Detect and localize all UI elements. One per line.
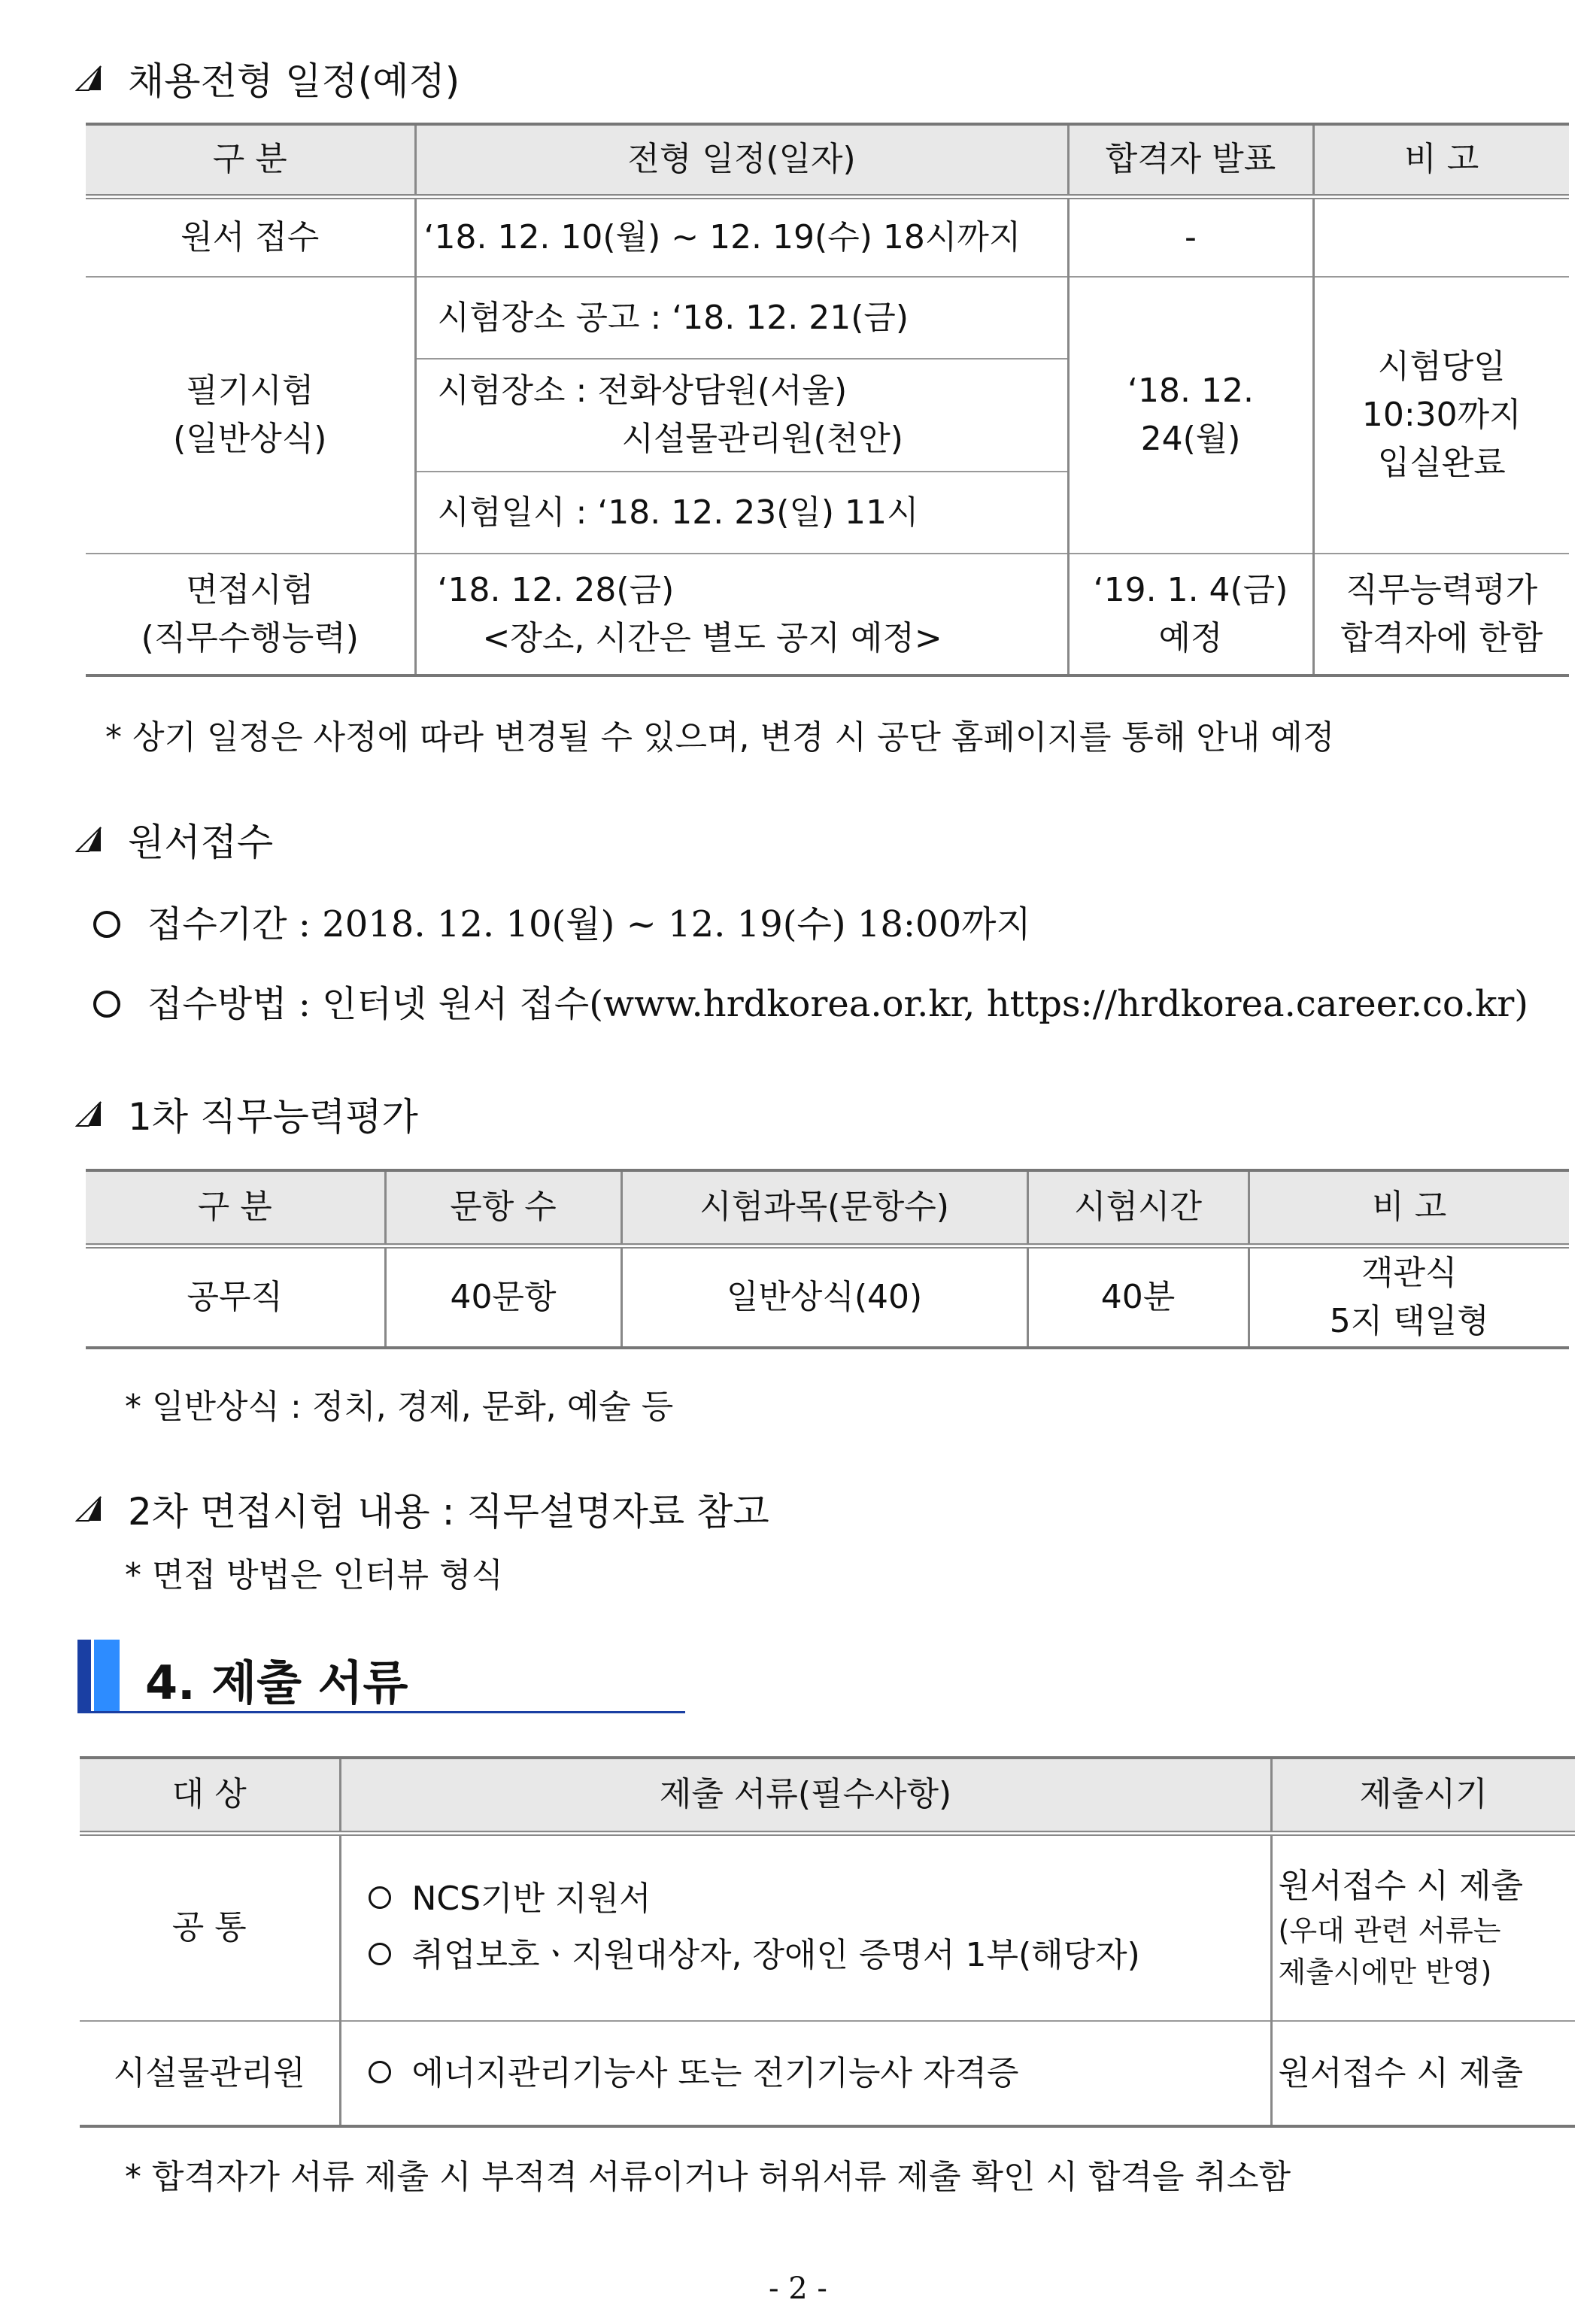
row-schedule-b: 시험장소 : 전화상담원(서울) 시설물관리원(천안) [415, 359, 1068, 472]
row-label: 공 통 [171, 1908, 247, 1947]
circle-bullet-icon [93, 991, 120, 1018]
docs-section-heading: 4. 제출 서류 [77, 1640, 685, 1713]
schedule-footnote: * 상기 일정은 사정에 따라 변경될 수 있으며, 변경 시 공단 홈페이지를 통해 안내 예정 [105, 718, 1335, 757]
schedule-table [86, 123, 1569, 677]
circle-bullet-icon [369, 2061, 391, 2083]
row-label: 시설물관리원 [113, 2053, 305, 2092]
row-schedule: ‘18. 12. 28(금) <장소, 시간은 별도 공지 예정> [415, 554, 1068, 675]
apply-period: 접수기간 : 2018. 12. 10(월) ~ 12. 19(수) 18:00까지 [93, 895, 1031, 947]
eval2-footnote: * 면접 방법은 인터뷰 형식 [125, 1556, 503, 1594]
row-timing: 원서접수 시 제출 [1271, 2021, 1575, 2126]
row-note: 시험당일 10:30까지 입실완료 [1313, 277, 1569, 554]
header-count: 문항 수 [385, 1170, 621, 1246]
table-row [86, 554, 1569, 675]
header-category: 구 분 [86, 124, 415, 196]
table-row [80, 1833, 1575, 2021]
apply-section-title: 원서접수 [75, 812, 273, 866]
triangle-bullet-icon [75, 65, 102, 92]
header-note: 비 고 [1249, 1170, 1569, 1246]
table-row [86, 196, 1569, 277]
page-number: - 2 - [769, 2271, 827, 2306]
row-announce: ‘18. 12. 24(월) [1068, 277, 1313, 554]
triangle-bullet-icon [75, 826, 102, 853]
circle-bullet-icon [369, 1886, 391, 1909]
row-label: 공무직 [187, 1277, 283, 1316]
docs-table [80, 1756, 1575, 2128]
header-time: 시험시간 [1027, 1170, 1249, 1246]
row-note: 객관식 5지 택일형 [1249, 1246, 1569, 1348]
circle-bullet-icon [93, 911, 120, 938]
eval1-table [86, 1169, 1569, 1349]
eval2-section-title: 2차 면접시험 내용 : 직무설명자료 참고 [75, 1482, 769, 1536]
row-time: 40분 [1027, 1246, 1249, 1348]
table-row [86, 1246, 1569, 1348]
row-schedule-a: 시험장소 공고 : ‘18. 12. 21(금) [415, 277, 1068, 359]
row-note [1313, 196, 1569, 277]
docs-header-row [80, 1758, 1575, 1833]
circle-bullet-icon [369, 1943, 391, 1965]
table-row [80, 2021, 1575, 2126]
header-category: 구 분 [86, 1170, 385, 1246]
row-announce: - [1068, 196, 1313, 277]
header-docs: 제출 서류(필수사항) [340, 1758, 1271, 1833]
header-note: 비 고 [1313, 124, 1569, 196]
row-schedule: ‘18. 12. 10(월) ~ 12. 19(수) 18시까지 [415, 196, 1068, 277]
header-announce: 합격자 발표 [1068, 124, 1313, 196]
header-schedule: 전형 일정(일자) [415, 124, 1068, 196]
row-label: 원서 접수 [181, 217, 320, 256]
row-schedule-c: 시험일시 : ‘18. 12. 23(일) 11시 [415, 472, 1068, 554]
header-target: 대 상 [80, 1758, 340, 1833]
eval1-footnote: * 일반상식 : 정치, 경제, 문화, 예술 등 [125, 1388, 674, 1426]
row-announce: ‘19. 1. 4(금) 예정 [1068, 554, 1313, 675]
row-subject: 일반상식(40) [621, 1246, 1027, 1348]
row-docs: NCS기반 지원서 취업보호ㆍ지원대상자, 장애인 증명서 1부(해당자) [340, 1833, 1271, 2021]
eval1-header-row [86, 1170, 1569, 1246]
apply-method: 접수방법 : 인터넷 원서 접수(www.hrdkorea.or.kr, https://hrdkorea.career.co.kr) [93, 975, 1528, 1027]
header-timing: 제출시기 [1271, 1758, 1575, 1833]
docs-footnote: * 합격자가 서류 제출 시 부적격 서류이거나 허위서류 제출 확인 시 합격을 취소함 [125, 2158, 1291, 2196]
eval1-section-title: 1차 직무능력평가 [75, 1087, 418, 1141]
row-label: 필기시험 (일반상식) [173, 372, 327, 458]
row-note: 직무능력평가 합격자에 한함 [1313, 554, 1569, 675]
triangle-bullet-icon [75, 1495, 102, 1522]
schedule-header-row [86, 124, 1569, 196]
row-docs: 에너지관리기능사 또는 전기기능사 자격증 [340, 2021, 1271, 2126]
row-count: 40문항 [385, 1246, 621, 1348]
triangle-bullet-icon [75, 1100, 102, 1127]
row-label: 면접시험 (직무수행능력) [141, 570, 359, 657]
schedule-section-title: 채용전형 일정(예정) [75, 51, 460, 105]
row-timing: 원서접수 시 제출 (우대 관련 서류는 제출시에만 반영) [1271, 1833, 1575, 2021]
table-row [86, 277, 1569, 359]
header-subject: 시험과목(문항수) [621, 1170, 1027, 1246]
